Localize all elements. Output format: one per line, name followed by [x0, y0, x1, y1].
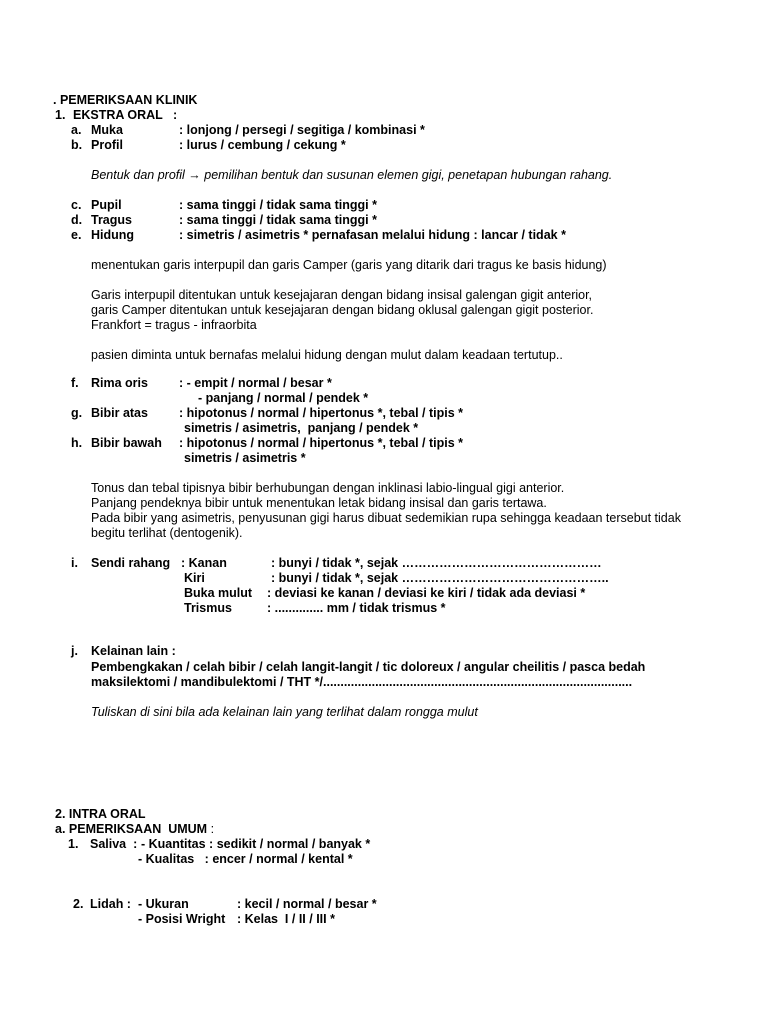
- item-e-value: : simetris / asimetris * pernafasan melalui hidung : lancar / tidak *: [179, 228, 566, 242]
- lidah-label: Lidah :: [90, 897, 131, 911]
- item-d-value: : sama tinggi / tidak sama tinggi *: [179, 213, 377, 227]
- kelainan-note: Tuliskan di sini bila ada kelainan lain yang terlihat dalam rongga mulut: [91, 705, 478, 719]
- item-f-letter: f.: [71, 376, 79, 390]
- note-tonus-2: Panjang pendeknya bibir untuk menentukan letak bidang insisal dan garis tertawa.: [91, 496, 547, 510]
- note-interpupil-1: Garis interpupil ditentukan untuk kesejajaran dengan bidang insisal galengan gigit anterior,: [91, 288, 593, 302]
- item-d-label: Tragus: [91, 213, 132, 227]
- item-f-value: : - empit / normal / besar *: [179, 376, 332, 390]
- sendi-kiri-label: Kiri: [184, 571, 205, 585]
- item-g-value: : hipotonus / normal / hipertonus *, tebal / tipis *: [179, 406, 464, 420]
- note-garis: menentukan garis interpupil dan garis Camper (garis yang ditarik dari tragus ke basis hidung): [91, 258, 607, 272]
- trismus-label: Trismus: [184, 601, 232, 615]
- item-g-letter: g.: [71, 406, 83, 420]
- item-j-letter: j.: [71, 644, 78, 658]
- item-b-value: : lurus / cembung / cekung *: [179, 138, 346, 152]
- lidah-posisi-label: - Posisi Wright: [138, 912, 226, 926]
- item-e-letter: e.: [71, 228, 82, 242]
- sendi-kiri-value: : bunyi / tidak *, sejak …………………………………………..: [271, 571, 609, 585]
- note-pasien: pasien diminta untuk bernafas melalui hidung dengan mulut dalam keadaan tertutup..: [91, 348, 563, 362]
- note-tonus-3: Pada bibir yang asimetris, penyusunan gigi harus dibuat sedemikian rupa sehingga keadaan tersebut tidak: [91, 511, 681, 525]
- klinik-title: . PEMERIKSAAN KLINIK: [53, 93, 198, 107]
- item-f-value2: - panjang / normal / pendek *: [198, 391, 369, 405]
- note-tonus-1: Tonus dan tebal tipisnya bibir berhubungan dengan inklinasi labio-lingual gigi anterior.: [91, 481, 565, 495]
- ekstra-title: EKSTRA ORAL :: [73, 108, 178, 122]
- saliva-kuantitas: - Kuantitas : sedikit / normal / banyak *: [141, 837, 371, 851]
- item-c-label: Pupil: [91, 198, 122, 212]
- intra-title: 2. INTRA ORAL: [55, 807, 146, 821]
- buka-mulut-value: : deviasi ke kanan / deviasi ke kiri / tidak ada deviasi *: [267, 586, 586, 600]
- buka-mulut-label: Buka mulut: [184, 586, 253, 600]
- item-i-letter: i.: [71, 556, 78, 570]
- item-f-label: Rima oris: [91, 376, 148, 390]
- note-bentuk: Bentuk dan profil → pemilihan bentuk dan susunan elemen gigi, penetapan hubungan rahang.: [91, 168, 613, 182]
- item-h-value: : hipotonus / normal / hipertonus *, tebal / tipis *: [179, 436, 464, 450]
- item-h-letter: h.: [71, 436, 83, 450]
- item-d-letter: d.: [71, 213, 83, 227]
- arrow-right-icon: →: [188, 168, 201, 182]
- saliva-label: Saliva :: [90, 837, 138, 851]
- lidah-ukuran-label: - Ukuran: [138, 897, 189, 911]
- note-tonus-4: begitu terlihat (dentogenik).: [91, 526, 243, 540]
- item-e-label: Hidung: [91, 228, 135, 242]
- ekstra-number: 1.: [55, 108, 66, 122]
- sendi-kanan-label: : Kanan: [181, 556, 227, 570]
- item-h-label: Bibir bawah: [91, 436, 162, 450]
- sendi-kanan-value: : bunyi / tidak *, sejak …………………………………………: [271, 556, 602, 570]
- pemeriksaan-umum-heading: a. PEMERIKSAAN UMUM :: [55, 822, 215, 836]
- item-c-letter: c.: [71, 198, 82, 212]
- saliva-number: 1.: [68, 837, 79, 851]
- item-c-value: : sama tinggi / tidak sama tinggi *: [179, 198, 377, 212]
- saliva-kualitas: - Kualitas : encer / normal / kental *: [138, 852, 353, 866]
- item-b-letter: b.: [71, 138, 83, 152]
- item-g-value2: simetris / asimetris, panjang / pendek *: [184, 421, 419, 435]
- item-a-letter: a.: [71, 123, 82, 137]
- lidah-ukuran-value: : kecil / normal / besar *: [237, 897, 377, 911]
- kelainan-line-1: Pembengkakan / celah bibir / celah langit-langit / tic doloreux / angular cheilitis / pasca bedah: [91, 660, 646, 674]
- item-j-label: Kelainan lain :: [91, 644, 176, 658]
- item-g-label: Bibir atas: [91, 406, 148, 420]
- lidah-number: 2.: [73, 897, 84, 911]
- item-h-value2: simetris / asimetris *: [184, 451, 306, 465]
- item-a-value: : lonjong / persegi / segitiga / kombinasi *: [179, 123, 425, 137]
- note-interpupil-3: Frankfort = tragus - infraorbita: [91, 318, 257, 332]
- item-i-label: Sendi rahang: [91, 556, 171, 570]
- item-a-label: Muka: [91, 123, 123, 137]
- lidah-posisi-value: : Kelas I / II / III *: [237, 912, 335, 926]
- kelainan-line-2: maksilektomi / mandibulektomi / THT */.........................................................................................: [91, 675, 633, 689]
- item-b-label: Profil: [91, 138, 123, 152]
- trismus-value: : .............. mm / tidak trismus *: [267, 601, 446, 615]
- note-interpupil-2: garis Camper ditentukan untuk kesejajaran dengan bidang oklusal galengan gigit posterior.: [91, 303, 594, 317]
